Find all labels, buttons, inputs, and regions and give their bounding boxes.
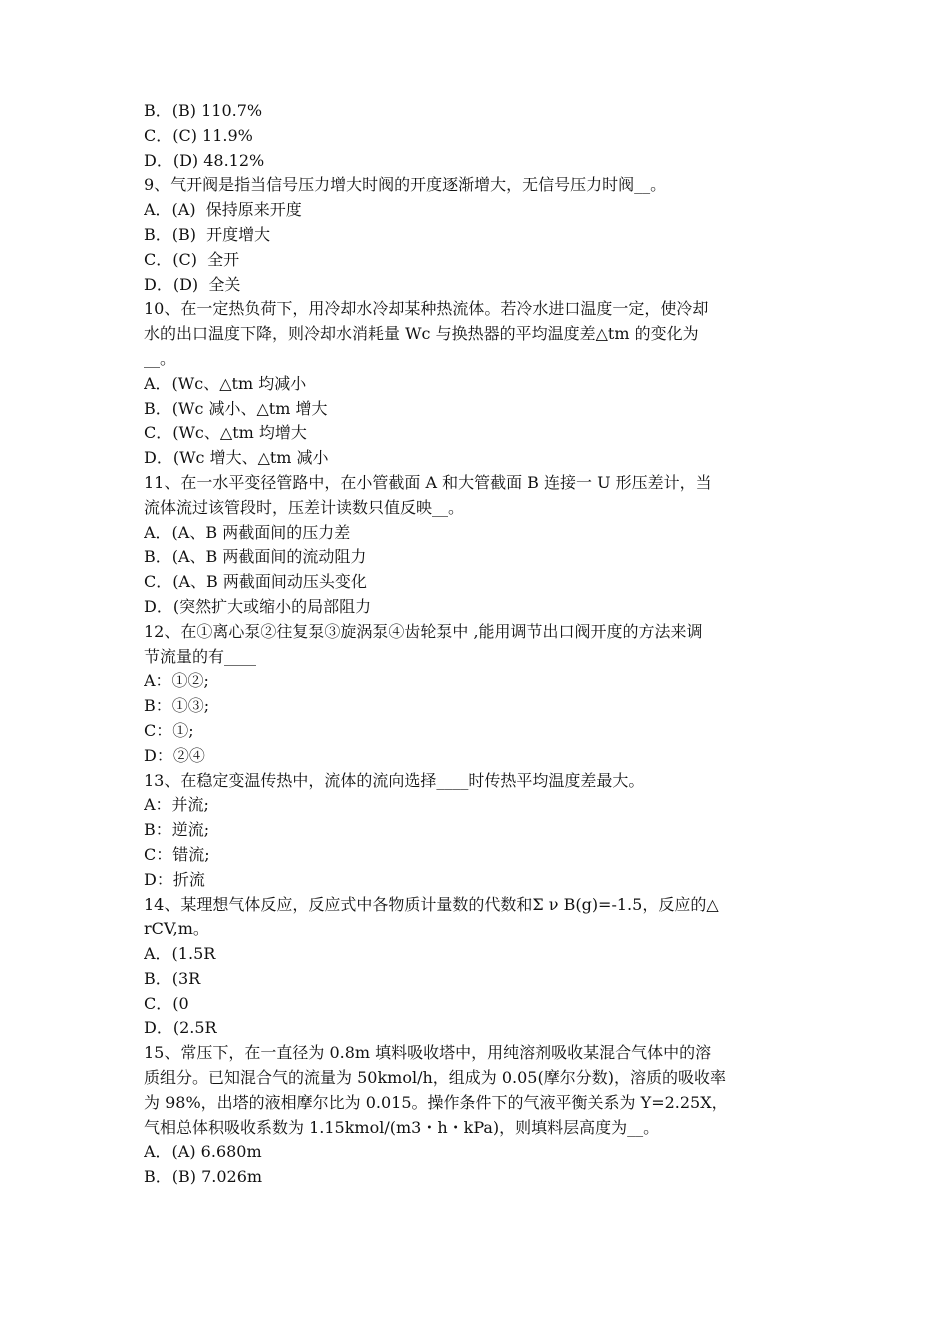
text-line: 流体流过该管段时，压差计读数只值反映__。 xyxy=(144,497,465,517)
question-9-stem: 9、气开阀是指当信号压力增大时阀的开度逐渐增大，无信号压力时阀__。 xyxy=(144,175,667,195)
text-line: rCV,m。 xyxy=(144,919,209,939)
text-line: 为 98%，出塔的液相摩尔比为 0.015。操作条件下的气液平衡关系为 Y=2.25X， xyxy=(144,1092,728,1112)
text-line: B．(3R xyxy=(144,968,201,988)
question-11-stem: 11、在一水平变径管路中，在小管截面 A 和大管截面 B 连接一 U 形压差计，当 xyxy=(144,472,712,492)
text-line: D：②④ xyxy=(144,745,205,765)
question-13-stem: 13、在稳定变温传热中，流体的流向选择____时传热平均温度差最大。 xyxy=(144,770,645,790)
text-line: C．(Wc、△tm 均增大 xyxy=(144,423,307,443)
text-line: 气相总体积吸收系数为 1.15kmol/(m3・h・kPa)，则填料层高度为__。 xyxy=(144,1117,660,1137)
text-line: A．(A) 6.680m xyxy=(144,1142,262,1162)
text-line: D．(D) 全关 xyxy=(144,274,241,294)
text-line: C．(0 xyxy=(144,993,189,1013)
text-line: D．(D) 48.12% xyxy=(144,150,265,170)
text-line: B．(A、B 两截面间的流动阻力 xyxy=(144,547,367,567)
text-line: A．(A、B 两截面间的压力差 xyxy=(144,522,351,542)
question-14-stem: 14、某理想气体反应，反应式中各物质计量数的代数和Σ ν B(g)=-1.5，反应的△ xyxy=(144,894,719,914)
text-line: B．(Wc 减小、△tm 增大 xyxy=(144,398,328,418)
text-line: B：逆流; xyxy=(144,820,210,840)
text-line: C：①; xyxy=(144,720,194,740)
text-line: A．(1.5R xyxy=(144,944,216,964)
text-line: 质组分。已知混合气的流量为 50kmol/h，组成为 0.05(摩尔分数)，溶质的吸收率 xyxy=(144,1068,726,1088)
text-line: B．(B) 110.7% xyxy=(144,101,263,120)
text-line: 节流量的有____ xyxy=(144,646,257,666)
text-line: C：错流; xyxy=(144,844,210,864)
text-line: __。 xyxy=(144,348,177,368)
text-line: A．(A) 保持原来开度 xyxy=(144,200,302,220)
question-15-stem: 15、常压下，在一直径为 0.8m 填料吸收塔中，用纯溶剂吸收某混合气体中的溶 xyxy=(144,1043,712,1063)
text-line: C．(C) 全开 xyxy=(144,249,240,269)
text-line: D．(Wc 增大、△tm 减小 xyxy=(144,448,329,468)
text-line: D．(突然扩大或缩小的局部阻力 xyxy=(144,596,372,616)
text-line: A：①②; xyxy=(144,671,209,691)
question-10-stem: 10、在一定热负荷下，用冷却水冷却某种热流体。若冷水进口温度一定，使冷却 xyxy=(144,299,709,319)
question-12-stem: 12、在①离心泵②往复泵③旋涡泵④齿轮泵中 ,能用调节出口阀开度的方法来调 xyxy=(144,621,703,641)
text-line: D．(2.5R xyxy=(144,1018,217,1038)
text-line: B．(B) 7.026m xyxy=(144,1167,263,1187)
text-line: B．(B) 开度增大 xyxy=(144,224,271,244)
text-line: C．(C) 11.9% xyxy=(144,125,253,145)
text-line: A：并流; xyxy=(144,795,209,815)
text-line: D：折流 xyxy=(144,869,205,889)
text-line: C．(A、B 两截面间动压头变化 xyxy=(144,572,367,592)
document-body xyxy=(144,99,810,1190)
text-line: B：①③; xyxy=(144,696,210,716)
text-line: 水的出口温度下降，则冷却水消耗量 Wc 与换热器的平均温度差△tm 的变化为 xyxy=(144,324,699,344)
text-line: A．(Wc、△tm 均减小 xyxy=(144,373,307,393)
